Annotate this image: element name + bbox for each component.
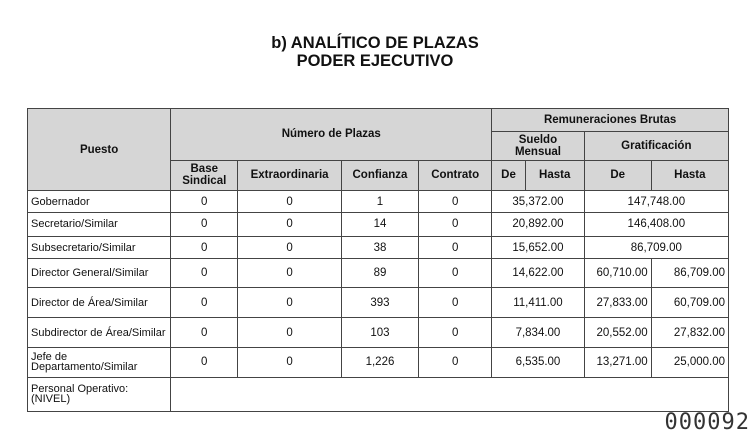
cell-gratificacion-de: 60,710.00 (584, 259, 651, 288)
cell-confianza: 103 (341, 318, 418, 348)
cell-gratificacion-hasta: 27,832.00 (651, 318, 728, 348)
cell-extraordinaria: 0 (238, 259, 342, 288)
cell-base-sindical: 0 (171, 348, 238, 378)
cell-base-sindical: 0 (171, 236, 238, 259)
page-number: 000092 (664, 410, 750, 435)
cell-confianza: 14 (341, 213, 418, 237)
header-sueldo-de: De (492, 160, 526, 191)
cell-contrato: 0 (419, 236, 492, 259)
cell-gratificacion-hasta: 25,000.00 (651, 348, 728, 378)
table-row (28, 259, 729, 288)
cell-extraordinaria: 0 (238, 348, 342, 378)
cell-sueldo-mensual: 15,652.00 (492, 236, 584, 259)
table-row (28, 288, 729, 318)
cell-gratificacion: 86,709.00 (584, 236, 728, 259)
header-confianza: Confianza (341, 160, 418, 191)
cell-contrato: 0 (419, 191, 492, 213)
table-row (28, 191, 729, 213)
cell-puesto: Personal Operativo: (NIVEL) (28, 377, 171, 411)
cell-contrato: 0 (419, 318, 492, 348)
header-gratificacion-hasta: Hasta (651, 160, 728, 191)
cell-sueldo-mensual: 11,411.00 (492, 288, 584, 318)
header-base-sindical: Base Sindical (171, 160, 238, 191)
table-row (28, 318, 729, 348)
cell-gratificacion: 147,748.00 (584, 191, 728, 213)
document-title (0, 34, 750, 70)
cell-puesto: Director de Área/Similar (28, 288, 171, 318)
cell-gratificacion-de: 20,552.00 (584, 318, 651, 348)
title-line-1: b) ANALÍTICO DE PLAZAS (271, 34, 479, 52)
cell-puesto: Secretario/Similar (28, 213, 171, 237)
cell-sueldo-mensual: 20,892.00 (492, 213, 584, 237)
cell-confianza: 38 (341, 236, 418, 259)
cell-extraordinaria: 0 (238, 288, 342, 318)
cell-confianza: 1 (341, 191, 418, 213)
cell-sueldo-mensual: 14,622.00 (492, 259, 584, 288)
cell-puesto: Jefe de Departamento/Similar (28, 348, 171, 378)
header-contrato: Contrato (419, 160, 492, 191)
cell-gratificacion-hasta: 60,709.00 (651, 288, 728, 318)
table-row (28, 377, 729, 411)
cell-puesto: Director General/Similar (28, 259, 171, 288)
cell-sueldo-mensual: 35,372.00 (492, 191, 584, 213)
cell-puesto: Subdirector de Área/Similar (28, 318, 171, 348)
header-gratificacion-de: De (584, 160, 651, 191)
header-puesto: Puesto (28, 109, 171, 191)
header-gratificacion: Gratificación (584, 131, 728, 160)
cell-contrato: 0 (419, 288, 492, 318)
title-line-2: PODER EJECUTIVO (296, 52, 454, 70)
cell-sueldo-mensual: 7,834.00 (492, 318, 584, 348)
cell-empty (171, 377, 729, 411)
header-numero-plazas: Número de Plazas (171, 109, 492, 161)
cell-base-sindical: 0 (171, 191, 238, 213)
cell-sueldo-mensual: 6,535.00 (492, 348, 584, 378)
cell-contrato: 0 (419, 348, 492, 378)
cell-extraordinaria: 0 (238, 213, 342, 237)
table-row (28, 236, 729, 259)
header-extraordinaria: Extraordinaria (238, 160, 342, 191)
cell-gratificacion: 146,408.00 (584, 213, 728, 237)
cell-gratificacion-de: 27,833.00 (584, 288, 651, 318)
cell-confianza: 1,226 (341, 348, 418, 378)
cell-puesto: Subsecretario/Similar (28, 236, 171, 259)
cell-contrato: 0 (419, 259, 492, 288)
cell-gratificacion-hasta: 86,709.00 (651, 259, 728, 288)
cell-base-sindical: 0 (171, 213, 238, 237)
plazas-table (27, 108, 729, 412)
cell-extraordinaria: 0 (238, 191, 342, 213)
table-row (28, 213, 729, 237)
cell-base-sindical: 0 (171, 288, 238, 318)
header-remuneraciones-brutas: Remuneraciones Brutas (492, 109, 729, 132)
cell-contrato: 0 (419, 213, 492, 237)
table-row (28, 348, 729, 378)
cell-confianza: 393 (341, 288, 418, 318)
cell-base-sindical: 0 (171, 318, 238, 348)
cell-extraordinaria: 0 (238, 236, 342, 259)
header-sueldo-hasta: Hasta (525, 160, 584, 191)
cell-base-sindical: 0 (171, 259, 238, 288)
cell-confianza: 89 (341, 259, 418, 288)
cell-puesto: Gobernador (28, 191, 171, 213)
cell-gratificacion-de: 13,271.00 (584, 348, 651, 378)
cell-extraordinaria: 0 (238, 318, 342, 348)
header-sueldo-mensual: Sueldo Mensual (492, 131, 584, 160)
